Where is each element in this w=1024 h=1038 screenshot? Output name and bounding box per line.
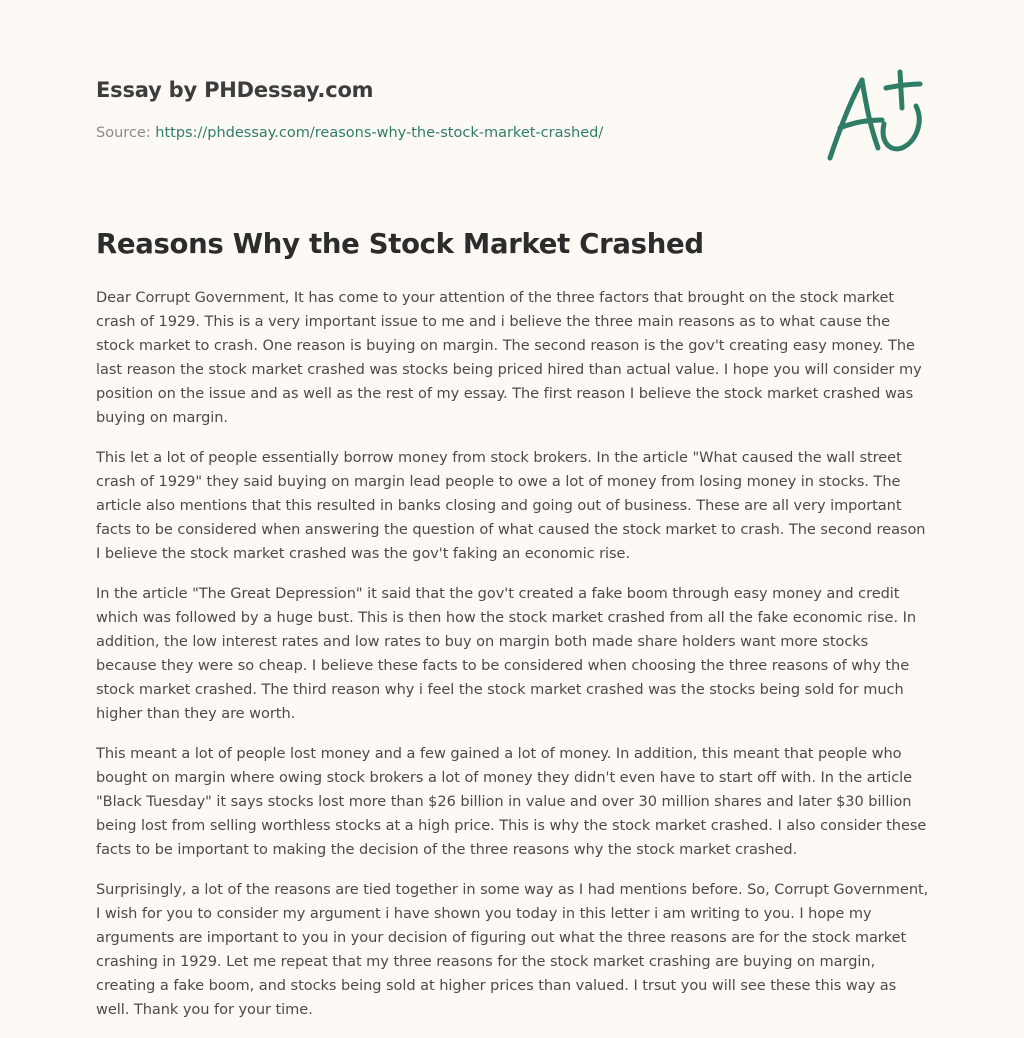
essay-paragraph: This meant a lot of people lost money and a few gained a lot of money. In addition, this meant that people who bought on margin where owing stock brokers a lot of money they didn't even have to start off with. In the article "Black Tuesday" it says stocks lost more than $26 billion in value and over 30 million shares and later $30 billion being lost from selling worthless stocks at a high price. This is why the stock market crashed. I also consider these facts to be important to making the decision of the three reasons why the stock market crashed. — [96, 745, 927, 858]
site-title: Essay by PHDessay.com — [96, 78, 374, 102]
essay-paragraph: Surprisingly, a lot of the reasons are tied together in some way as I had mentions before. So, Corrupt Government, I wish for you to consider my argument i have shown you today in this letter i am writing to you. I hope my arguments are important to you in your decision of figuring out what the three reasons are for the stock market crashing in 1929. Let me repeat that my three reasons for the stock market crashing are buying on margin, creating a fake boom, and stocks being sold at higher prices than valued. I trsut you will see these this way as well. Thank you for your time. — [96, 881, 929, 1018]
source-label: Source: — [96, 125, 156, 141]
essay-paragraph: In the article "The Great Depression" it said that the gov't created a fake boom through easy money and credit which was followed by a huge bust. This is then how the stock market crashed from all the fake economic rise. In addition, the low interest rates and low rates to buy on margin both made share holders want more stocks because they were so cheap. I believe these facts to be considered when choosing the three reasons of why the stock market crashed. The third reason why i feel the stock market crashed was the stocks being sold for much higher than they are worth. — [96, 585, 917, 722]
essay-paragraph: This let a lot of people essentially borrow money from stock brokers. In the article "What caused the wall street crash of 1929" they said buying on margin lead people to owe a lot of money from losing money in stocks. The article also mentions that this resulted in banks closing and going out of business. These are all very important facts to be considered when answering the question of what caused the stock market to crash. The second reason I believe the stock market crashed was the gov't faking an economic rise. — [96, 449, 926, 562]
page-header — [96, 76, 796, 142]
essay-title: Reasons Why the Stock Market Crashed — [96, 228, 704, 260]
source-line — [96, 124, 796, 142]
source-link[interactable]: https://phdessay.com/reasons-why-the-stock-market-crashed/ — [155, 125, 604, 141]
essay-paragraph: Dear Corrupt Government, It has come to your attention of the three factors that brought on the stock market crash of 1929. This is a very important issue to me and i believe the three main reasons as to what cause the stock market to crash. One reason is buying on margin. The second reason is the gov't creating easy money. The last reason the stock market crashed was stocks being priced hired than actual value. I hope you will consider my position on the issue and as well as the rest of my essay. The first reason I believe the stock market crashed was buying on margin. — [96, 289, 922, 426]
essay-body — [96, 286, 930, 1038]
a-plus-logo-icon — [820, 64, 930, 168]
